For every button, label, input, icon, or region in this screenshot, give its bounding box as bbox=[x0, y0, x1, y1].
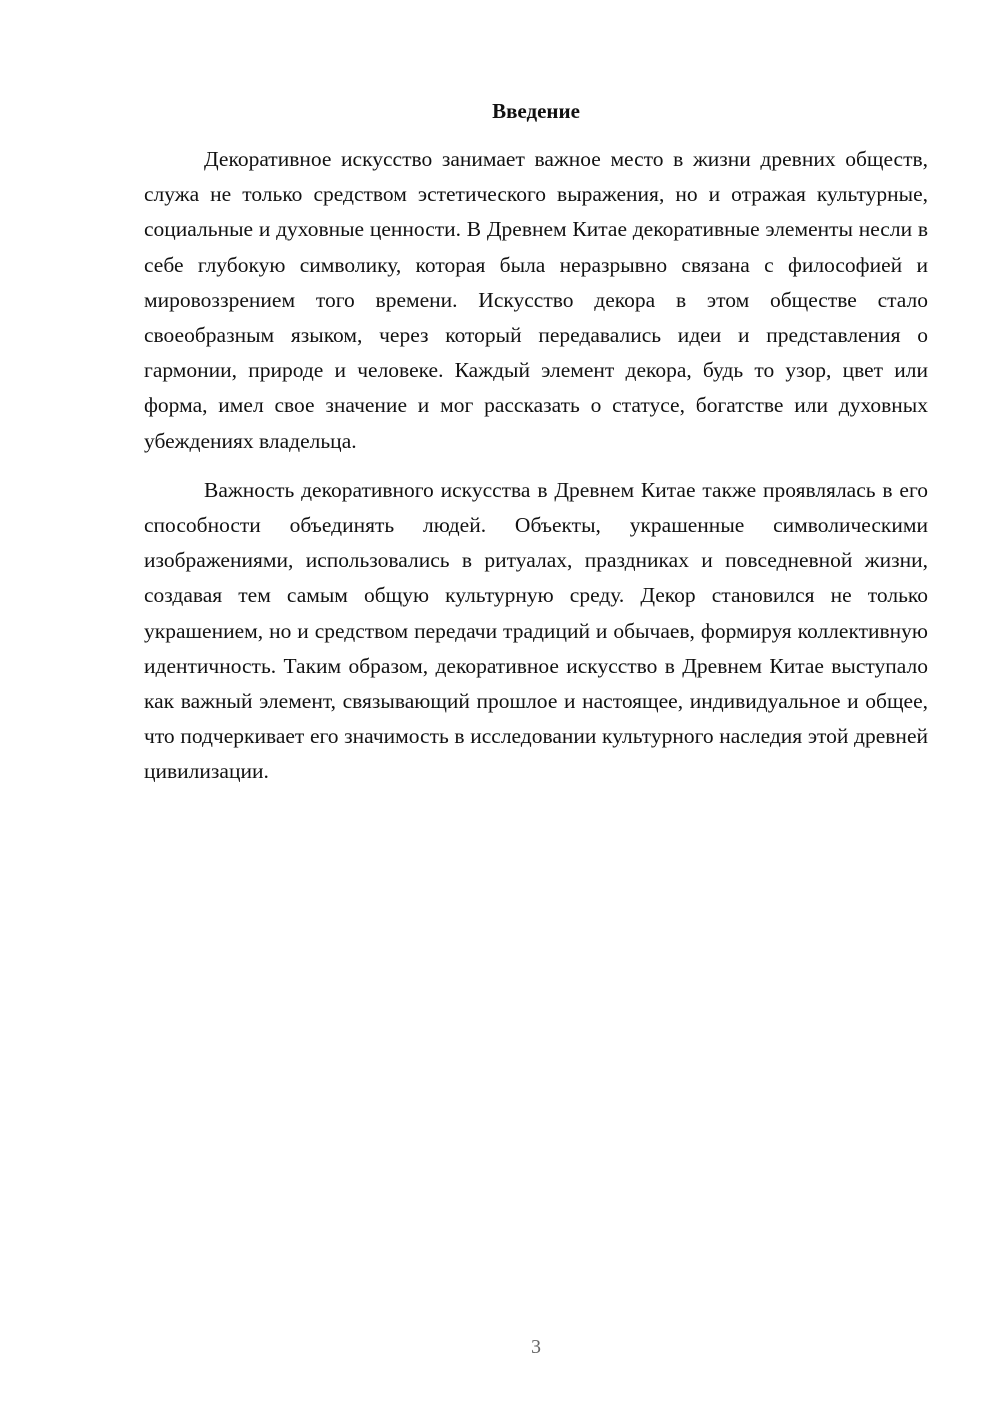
body-text bbox=[144, 142, 928, 790]
paragraph-2: Важность декоративного искусства в Древнем Китае также проявлялась в его способности объединять людей. Объекты, украшенные символическими изображениями, использовались в ритуалах, праздниках и повседневной жизни, создавая тем самым общую культурную среду. Декор становился не только украшением, но и средством передачи традиций и обычаев, формируя коллективную идентичность. Таким образом, декоративное искусство в Древнем Китае выступало как важный элемент, связывающий прошлое и настоящее, индивидуальное и общее, что подчеркивает его значимость в исследовании культурного наследия этой древней цивилизации. bbox=[144, 477, 928, 784]
page-number: 3 bbox=[531, 1336, 541, 1358]
paragraph-1: Декоративное искусство занимает важное место в жизни древних обществ, служа не только средством эстетического выражения, но и отражая культурные, социальные и духовные ценности. В Древнем Китае декоративные элементы несли в себе глубокую символику, которая была неразрывно связана с философией и мировоззрением того времени. Искусство декора в этом обществе стало своеобразным языком, через который передавались идеи и представления о гармонии, природе и человеке. Каждый элемент декора, будь то узор, цвет или форма, имел свое значение и мог рассказать о статусе, богатстве или духовных убеждениях владельца. bbox=[144, 147, 928, 453]
section-heading: Введение bbox=[492, 99, 580, 123]
